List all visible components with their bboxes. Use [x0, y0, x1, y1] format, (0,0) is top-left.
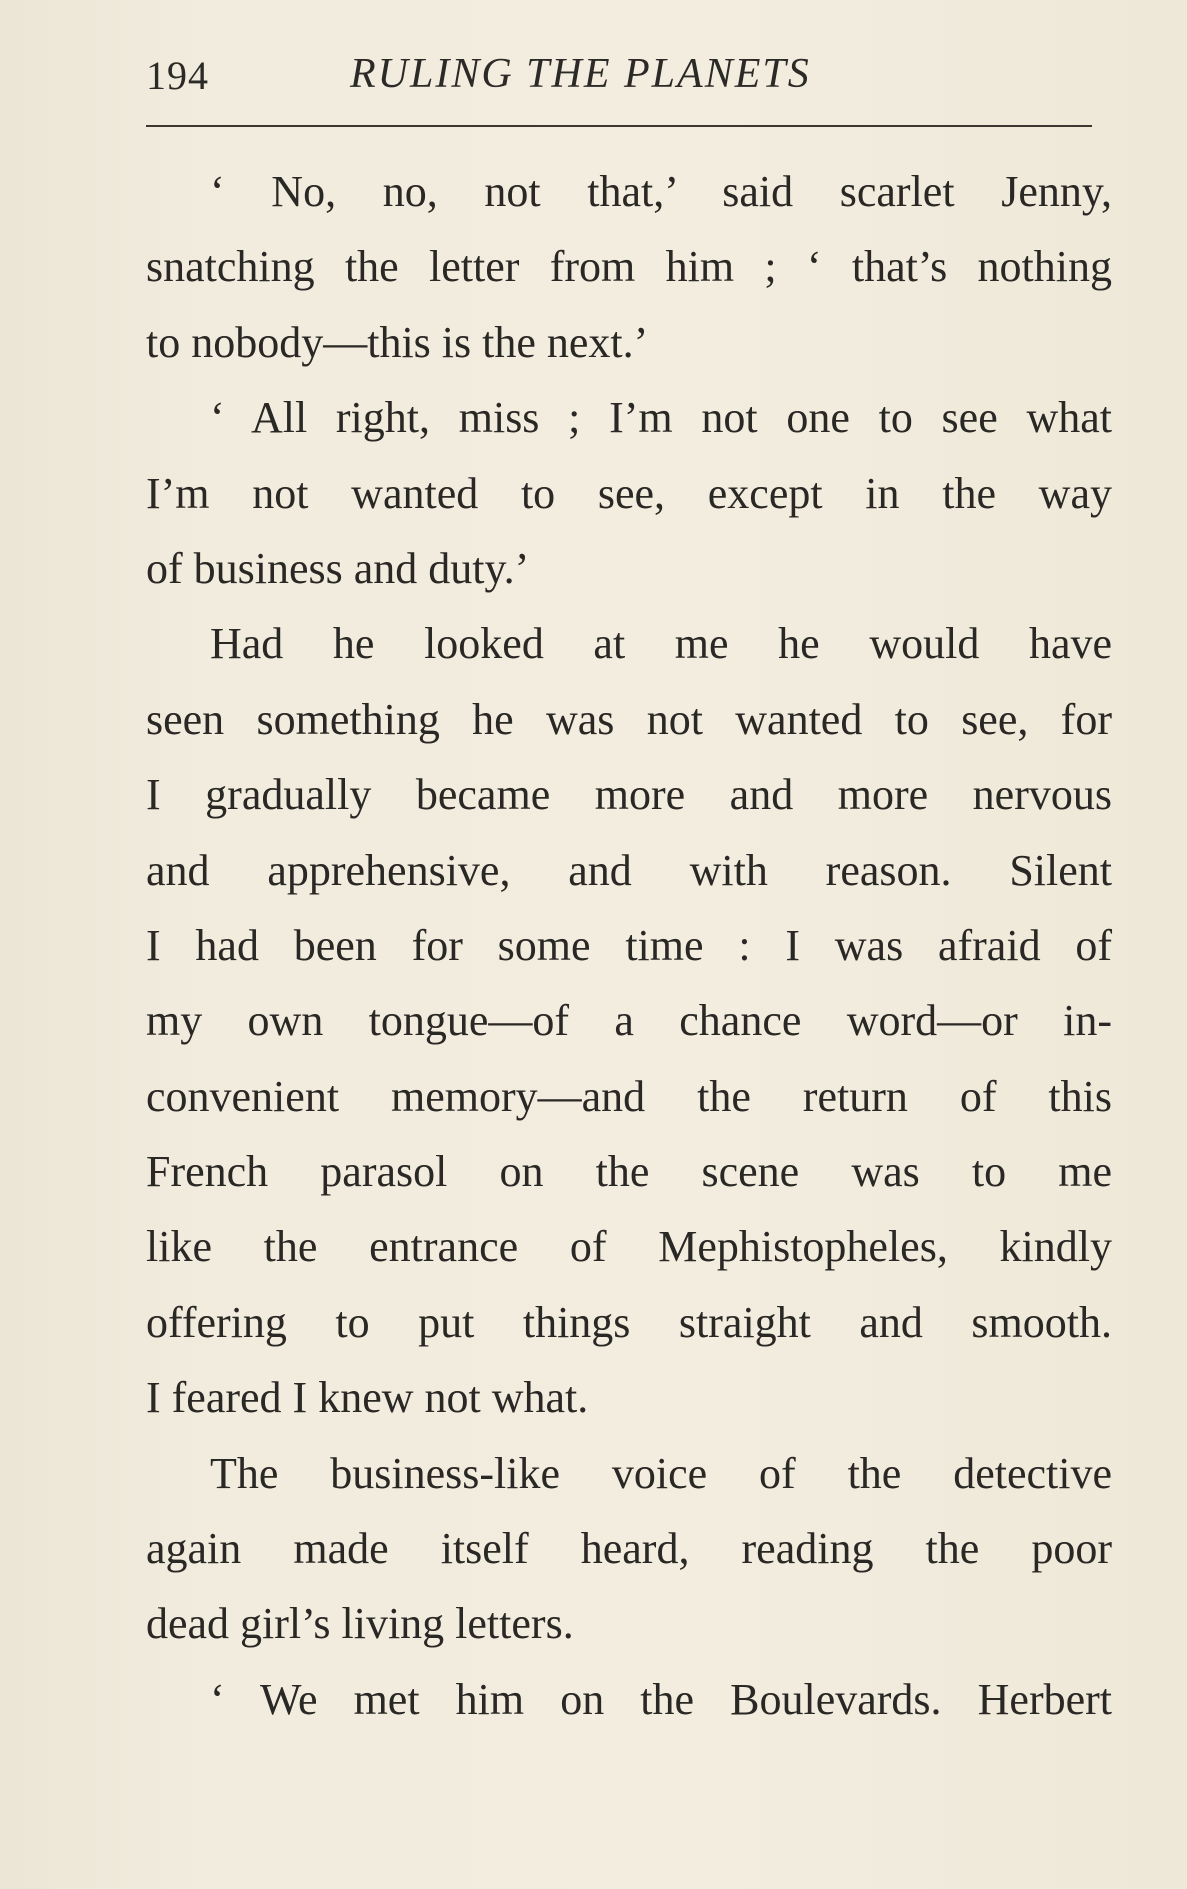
text-line: like the entrance of Mephistopheles, kindly — [146, 1222, 1112, 1272]
text-line: I’m not wanted to see, except in the way — [146, 468, 1112, 518]
text-line: ‘ All right, miss ; I’m not one to see what — [210, 393, 1112, 443]
text-line: again made itself heard, reading the poor — [146, 1524, 1112, 1574]
text-line: offering to put things straight and smooth. — [146, 1297, 1112, 1347]
text-line: ‘ No, no, not that,’ said scarlet Jenny, — [210, 167, 1112, 216]
text-line: my own tongue—of a chance word—or in- — [146, 996, 1112, 1046]
text-line: French parasol on the scene was to me — [146, 1147, 1112, 1197]
body-text — [146, 154, 1112, 1737]
text-line: to nobody—this is the next.’ — [146, 317, 649, 367]
text-line: The business-like voice of the detective — [210, 1448, 1112, 1498]
page-number: 194 — [146, 53, 209, 98]
text-line: of business and duty.’ — [146, 543, 530, 593]
page-header — [146, 44, 1094, 104]
text-line: ‘ We met him on the Boulevards. Herbert — [210, 1674, 1112, 1724]
text-line: dead girl’s living letters. — [146, 1599, 574, 1649]
header-rule — [146, 125, 1092, 127]
text-line: Had he looked at me he would have — [210, 619, 1112, 669]
text-line: I feared I knew not what. — [146, 1373, 589, 1423]
text-line: convenient memory—and the return of this — [146, 1071, 1112, 1121]
text-line: snatching the letter from him ; ‘ that’s nothing — [146, 242, 1112, 292]
text-line: I gradually became more and more nervous — [146, 770, 1112, 820]
text-line: I had been for some time : I was afraid of — [146, 920, 1112, 970]
running-title: RULING THE PLANETS — [350, 51, 811, 97]
text-line: seen something he was not wanted to see, for — [146, 694, 1112, 744]
text-line: and apprehensive, and with reason. Silent — [146, 845, 1112, 895]
